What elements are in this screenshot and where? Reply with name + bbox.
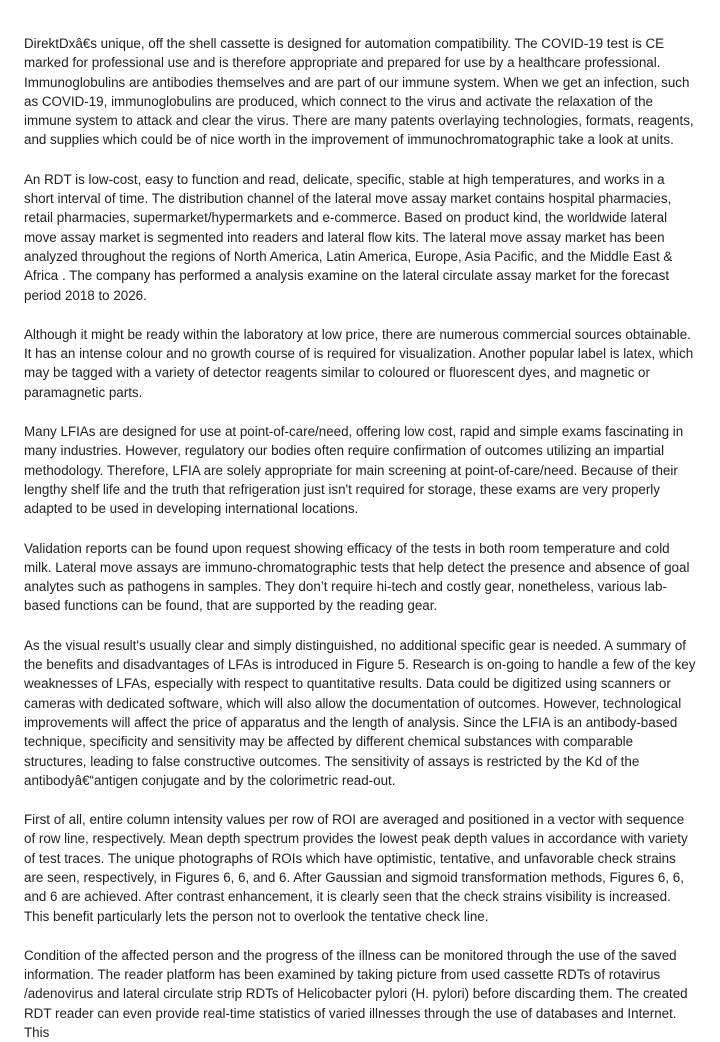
paragraph-6: As the visual result's usually clear and simply distinguished, no additional specific gear is needed. A summary of the benefits and disadvantages of LFAs is introduced in Figure 5. Research is on-going to handle a few of the key weaknesses of LFAs, especially with respect to quantitative results. Data could be digitized using scanners or cameras with dedicated software, which will also allow the documentation of outcomes. However, technological improvements will affect the price of apparatus and the length of analysis. Since the LFIA is an antibody-based technique, specificity and sensitivity may be affected by different chemical substances with comparable structures, leading to false constructive outcomes. The sensitivity of assays is restricted by the Kd of the antibodyâ€“antigen conjugate and by the colorimetric read-out.	[24, 637, 696, 788]
paragraph-5: Validation reports can be found upon request showing efficacy of the tests in both room temperature and cold milk. Lateral move assays are immuno-chromatographic tests that help detect the presence and absence of goal analytes such as pathogens in samples. They don’t require hi-tech and costly gear, nonetheless, various lab-based functions can be found, that are supported by the reading gear.	[24, 540, 690, 614]
paragraph-7: First of all, entire column intensity values per row of ROI are averaged and positioned in a vector with sequence of row line, respectively. Mean depth spectrum provides the lowest peak depth values in accordance with variety of test traces. The unique photographs of ROIs which have optimistic, tentative, and unfavorable check strains are seen, respectively, in Figures 6, 6, and 6. After Gaussian and sigmoid transformation methods, Figures 6, 6, and 6 are achieved. After contrast enhancement, it is clearly seen that the check strains visibility is increased. This benefit particularly lets the person not to overlook the tentative check line.	[24, 812, 688, 924]
paragraph-3: Although it might be ready within the laboratory at low price, there are numerous commercial sources obtainable. It has an intense colour and no growth course of is required for visualization. Another popular label is latex, which may be tagged with a variety of detector reagents similar to coloured or fluorescent dyes, and magnetic or paramagnetic parts.	[24, 326, 694, 400]
paragraph-4: Many LFIAs are designed for use at point-of-care/need, offering low cost, rapid and simple exams fascinating in many industries. However, regulatory our bodies often require confirmation of outcomes utilizing an impartial methodology. Therefore, LFIA are solely appropriate for main screening at point-of-care/need. Because of their lengthy shelf life and the truth that refrigeration just isn't required for storage, these exams are very properly adapted to be used in developing international locations.	[24, 424, 684, 517]
paragraph-2: An RDT is low-cost, easy to function and read, delicate, specific, stable at high temperatures, and works in a short interval of time. The distribution channel of the lateral move assay market contains hospital pharmacies, retail pharmacies, supermarket/hypermarkets and e-commerce. Based on product kind, the worldwide lateral move assay market is segmented into readers and lateral flow kits. The lateral move assay market has been analyzed throughout the regions of North America, Latin America, Europe, Asia Pacific, and the Middle East & Africa . The company has performed a analysis examine on the lateral circulate assay market for the forecast period 2018 to 2026.	[24, 171, 673, 303]
paragraph-1: DirektDxâ€s unique, off the shell cassette is designed for automation compatibility. The COVID-19 test is CE marked for professional use and is therefore appropriate and prepared for use by a healthcare professional. Immunoglobulins are antibodies themselves and are part of our immune system. When we get an infection, such as COVID-19, immunoglobulins are produced, which connect to the virus and activate the relaxation of the immune system to attack and clear the virus. There are many patents overlaying technologies, formats, reagents, and supplies which could be of nice worth in the improvement of immunochromatographic take a look at units.	[24, 36, 694, 148]
paragraph-8: Condition of the affected person and the progress of the illness can be monitored through the use of the saved information. The reader platform has been examined by taking picture from used cassette RDTs of rotavirus /adenovirus and lateral circulate strip RDTs of Helicobacter pylori (H. pylori) before discarding them. The created RDT reader can even provide real-time statistics of varied illnesses through the use of databases and Internet. This	[24, 947, 688, 1041]
